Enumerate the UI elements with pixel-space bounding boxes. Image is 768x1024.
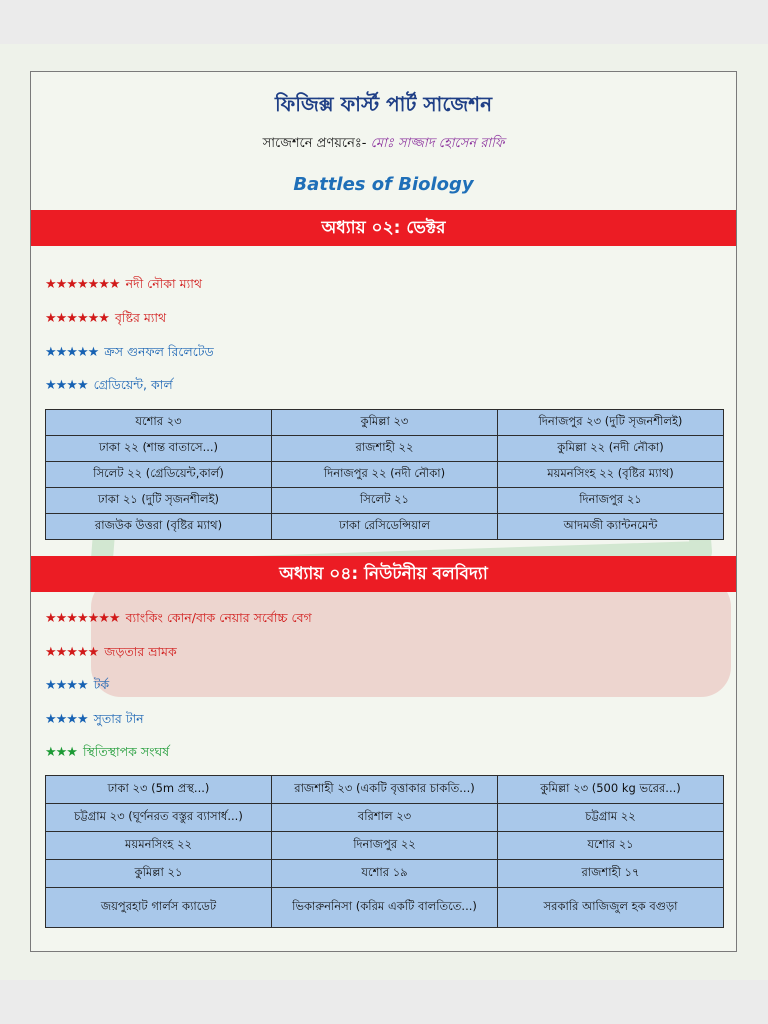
table-cell: ঢাকা ২২ (শান্ত বাতাসে...)	[46, 436, 272, 462]
table-row	[46, 832, 724, 860]
topic-item	[45, 310, 166, 330]
topic-label: জড়তার ভ্রামক	[104, 644, 177, 659]
table-cell: বরিশাল ২৩	[272, 804, 498, 832]
table-cell: সরকারি আজিজুল হক বগুড়া	[498, 888, 724, 928]
chapter2-heading: অধ্যায় ০২: ভেক্টর	[31, 210, 736, 246]
topic-label: ব্যাংকিং কোন/বাক নেয়ার সর্বোচ্চ বেগ	[125, 610, 312, 625]
table-cell: দিনাজপুর ২৩ (দুটি সৃজনশীলই)	[498, 410, 724, 436]
chapter4-heading: অধ্যায় ০৪: নিউটনীয় বলবিদ্যা	[31, 556, 736, 592]
table-cell: দিনাজপুর ২২	[272, 832, 498, 860]
table-cell: চট্টগ্রাম ২৩ (ঘূর্ণনরত বস্তুর ব্যাসার্ধ...)	[46, 804, 272, 832]
brand-name: Battles of Biology	[293, 174, 474, 195]
table-cell: কুমিল্লা ২১	[46, 860, 272, 888]
topic-item	[45, 344, 214, 364]
table-cell: কুমিল্লা ২২ (নদী নৌকা)	[498, 436, 724, 462]
topic-label: টর্ক	[93, 677, 110, 692]
topic-label: নদী নৌকা ম্যাথ	[125, 276, 202, 291]
topic-item	[45, 377, 173, 397]
topic-item	[45, 677, 109, 697]
chapter2-board-table	[45, 409, 724, 540]
star-rating-icon: ★★★★★★★	[45, 611, 120, 626]
topic-item	[45, 711, 144, 731]
table-row	[46, 888, 724, 928]
star-rating-icon: ★★★★★★	[45, 311, 109, 326]
table-cell: চট্টগ্রাম ২২	[498, 804, 724, 832]
table-row	[46, 514, 724, 540]
chapter4-board-table	[45, 775, 724, 928]
table-cell: কুমিল্লা ২৩	[272, 410, 498, 436]
table-row	[46, 410, 724, 436]
topic-label: সুতার টান	[93, 711, 144, 726]
table-cell: রাজশাহী ১৭	[498, 860, 724, 888]
table-cell: জয়পুরহাট গার্লস ক্যাডেট	[46, 888, 272, 928]
table-cell: দিনাজপুর ২২ (নদী নৌকা)	[272, 462, 498, 488]
table-cell: সিলেট ২২ (গ্রেডিয়েন্ট,কার্ল)	[46, 462, 272, 488]
table-cell: ময়মনসিংহ ২২ (বৃষ্টির ম্যাথ)	[498, 462, 724, 488]
table-row	[46, 488, 724, 514]
author-prefix: সাজেশনে প্রণয়নেঃ-	[262, 136, 367, 151]
topic-label: স্থিতিস্থাপক সংঘর্ষ	[82, 744, 170, 759]
topic-item	[45, 276, 202, 296]
topic-item	[45, 644, 177, 664]
topic-item	[45, 610, 312, 630]
table-cell: আদমজী ক্যান্টনমেন্ট	[498, 514, 724, 540]
star-rating-icon: ★★★★	[45, 712, 88, 727]
table-row	[46, 776, 724, 804]
table-row	[46, 860, 724, 888]
table-cell: ময়মনসিংহ ২২	[46, 832, 272, 860]
table-cell: যশোর ১৯	[272, 860, 498, 888]
star-rating-icon: ★★★★	[45, 378, 88, 393]
table-cell: ভিকারুননিসা (করিম একটি বালতিতে...)	[272, 888, 498, 928]
table-cell: রাজশাহী ২২	[272, 436, 498, 462]
table-cell: দিনাজপুর ২১	[498, 488, 724, 514]
author-line	[31, 134, 736, 155]
table-cell: ঢাকা ২৩ (5m প্রস্থ...)	[46, 776, 272, 804]
author-name: মোঃ সাজ্জাদ হোসেন রাফি	[370, 136, 505, 151]
star-rating-icon: ★★★★★	[45, 645, 99, 660]
topic-label: গ্রেডিয়েন্ট, কার্ল	[93, 377, 173, 392]
table-row	[46, 804, 724, 832]
table-row	[46, 436, 724, 462]
table-cell: ঢাকা রেসিডেন্সিয়াল	[272, 514, 498, 540]
table-cell: যশোর ২১	[498, 832, 724, 860]
topic-label: বৃষ্টির ম্যাথ	[114, 310, 167, 325]
topic-label: ক্রস গুনফল রিলেটেড	[104, 344, 214, 359]
star-rating-icon: ★★★★★	[45, 345, 99, 360]
table-cell: ঢাকা ২১ (দুটি সৃজনশীলই)	[46, 488, 272, 514]
table-cell: রাজশাহী ২৩ (একটি বৃত্তাকার চাকতি...)	[272, 776, 498, 804]
table-cell: সিলেট ২১	[272, 488, 498, 514]
table-cell: যশোর ২৩	[46, 410, 272, 436]
star-rating-icon: ★★★★	[45, 678, 88, 693]
table-row	[46, 462, 724, 488]
document-title: ফিজিক্স ফার্স্ট পার্ট সাজেশন	[274, 92, 493, 116]
star-rating-icon: ★★★	[45, 745, 77, 760]
suggestion-document	[30, 71, 737, 952]
star-rating-icon: ★★★★★★★	[45, 277, 120, 292]
table-cell: কুমিল্লা ২৩ (500 kg ভরের...)	[498, 776, 724, 804]
topic-item	[45, 744, 169, 764]
table-cell: রাজউক উত্তরা (বৃষ্টির ম্যাথ)	[46, 514, 272, 540]
